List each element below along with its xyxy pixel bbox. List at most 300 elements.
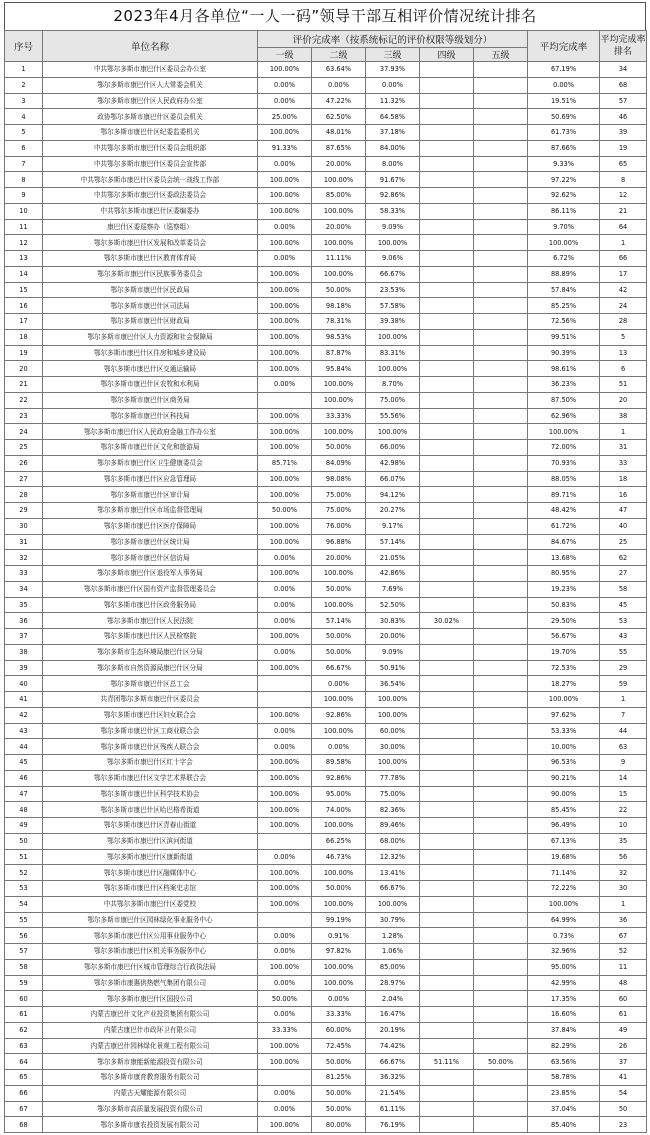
cell-level-3: 64.58% [366,109,420,125]
cell-unit-name: 鄂尔多斯市康巴什区人民政府办公室 [43,93,258,109]
cell-level-2: 0.00% [312,77,366,93]
cell-unit-name: 鄂尔多斯市康巴什区机关事务服务中心 [43,944,258,960]
cell-level-4 [420,723,474,739]
cell-rank: 1 [600,424,647,440]
cell-index: 60 [5,991,43,1007]
cell-level-3: 66.67% [366,881,420,897]
cell-level-3: 42.86% [366,566,420,582]
cell-rank: 64 [600,219,647,235]
cell-level-2: 74.00% [312,802,366,818]
cell-rank: 62 [600,550,647,566]
cell-level-1: 0.00% [258,550,312,566]
cell-level-2: 0.00% [312,991,366,1007]
table-row [5,440,647,456]
cell-unit-name: 鄂尔多斯市康巴什区园林绿化事业服务中心 [43,912,258,928]
cell-level-2: 100.00% [312,818,366,834]
cell-index: 33 [5,566,43,582]
cell-level-1: 0.00% [258,1085,312,1101]
cell-average: 80.95% [528,566,600,582]
cell-level-1 [258,912,312,928]
cell-level-1: 0.00% [258,944,312,960]
cell-level-5 [474,77,528,93]
cell-index: 37 [5,629,43,645]
table-row [5,550,647,566]
cell-rank: 6 [600,361,647,377]
table-row [5,676,647,692]
cell-level-4 [420,62,474,78]
cell-rank: 37 [600,1054,647,1070]
cell-level-2: 47.22% [312,93,366,109]
cell-rank: 53 [600,613,647,629]
cell-average: 95.00% [528,959,600,975]
cell-rank: 11 [600,959,647,975]
cell-rank: 51 [600,377,647,393]
cell-index: 16 [5,298,43,314]
cell-level-5 [474,802,528,818]
cell-unit-name: 中共鄂尔多斯市康巴什区委员会组织部 [43,140,258,156]
cell-level-2: 89.58% [312,755,366,771]
cell-rank: 23 [600,1117,647,1133]
cell-level-3: 20.27% [366,503,420,519]
cell-level-2: 87.87% [312,345,366,361]
cell-level-5 [474,881,528,897]
cell-rank: 40 [600,518,647,534]
cell-level-4 [420,392,474,408]
cell-index: 27 [5,471,43,487]
cell-level-5 [474,314,528,330]
cell-level-3: 85.00% [366,959,420,975]
cell-average: 23.85% [528,1085,600,1101]
cell-level-3: 1.06% [366,944,420,960]
cell-unit-name: 鄂尔多斯市康巴什区退役军人事务局 [43,566,258,582]
cell-level-3: 55.56% [366,408,420,424]
table-row [5,361,647,377]
cell-level-4 [420,818,474,834]
cell-level-1: 25.00% [258,109,312,125]
cell-level-2: 100.00% [312,203,366,219]
cell-level-2: 11.11% [312,251,366,267]
cell-level-2: 100.00% [312,692,366,708]
table-row [5,345,647,361]
cell-level-4 [420,676,474,692]
cell-unit-name: 鄂尔多斯市康巴什区康新街道 [43,849,258,865]
cell-unit-name: 鄂尔多斯市康巴什区妇女联合会 [43,707,258,723]
table-row [5,1038,647,1054]
table-row [5,581,647,597]
cell-level-1: 0.00% [258,928,312,944]
cell-level-3: 9.17% [366,518,420,534]
cell-index: 11 [5,219,43,235]
cell-rank: 32 [600,865,647,881]
cell-average: 72.56% [528,314,600,330]
cell-level-1: 100.00% [258,408,312,424]
cell-level-1 [258,1070,312,1086]
cell-rank: 17 [600,266,647,282]
cell-level-5 [474,392,528,408]
cell-average: 88.89% [528,266,600,282]
cell-level-4 [420,125,474,141]
header-unit: 单位名称 [43,31,258,62]
cell-index: 51 [5,849,43,865]
cell-level-3: 30.83% [366,613,420,629]
cell-unit-name: 政协鄂尔多斯市康巴什区委员会机关 [43,109,258,125]
cell-level-3: 100.00% [366,896,420,912]
cell-level-1: 0.00% [258,581,312,597]
cell-index: 30 [5,518,43,534]
cell-level-2: 100.00% [312,424,366,440]
table-row [5,203,647,219]
cell-rank: 59 [600,676,647,692]
cell-level-5 [474,1022,528,1038]
cell-rank: 8 [600,172,647,188]
cell-level-2: 98.18% [312,298,366,314]
table-row [5,329,647,345]
cell-level-3: 36.54% [366,676,420,692]
cell-level-2: 62.50% [312,109,366,125]
cell-level-1: 0.00% [258,251,312,267]
cell-level-1: 100.00% [258,487,312,503]
table-row [5,975,647,991]
cell-unit-name: 鄂尔多斯市康巴什区科学技术协会 [43,786,258,802]
cell-level-2: 100.00% [312,392,366,408]
cell-level-1: 0.00% [258,1007,312,1023]
cell-level-5 [474,944,528,960]
cell-index: 6 [5,140,43,156]
cell-level-4 [420,77,474,93]
cell-rank: 13 [600,345,647,361]
cell-level-2: 100.00% [312,266,366,282]
cell-level-5 [474,518,528,534]
cell-level-1: 0.00% [258,377,312,393]
cell-level-5 [474,93,528,109]
cell-average: 88.05% [528,471,600,487]
cell-index: 36 [5,613,43,629]
cell-average: 100.00% [528,692,600,708]
cell-unit-name: 内蒙古天耀能源有限公司 [43,1085,258,1101]
cell-average: 18.27% [528,676,600,692]
cell-index: 66 [5,1085,43,1101]
cell-level-3: 89.46% [366,818,420,834]
cell-level-2: 20.00% [312,156,366,172]
cell-level-1: 100.00% [258,266,312,282]
cell-rank: 35 [600,833,647,849]
cell-level-5 [474,566,528,582]
cell-level-2: 96.88% [312,534,366,550]
cell-level-1: 0.00% [258,77,312,93]
cell-unit-name: 鄂尔多斯市康巴什区发展和改革委员会 [43,235,258,251]
cell-level-1: 100.00% [258,707,312,723]
cell-level-1: 0.00% [258,723,312,739]
cell-average: 96.53% [528,755,600,771]
cell-level-5 [474,833,528,849]
cell-level-3: 100.00% [366,692,420,708]
cell-average: 17.35% [528,991,600,1007]
cell-level-5 [474,818,528,834]
table-row [5,125,647,141]
cell-rank: 24 [600,298,647,314]
cell-level-3: 75.00% [366,392,420,408]
cell-index: 43 [5,723,43,739]
table-row [5,392,647,408]
cell-level-1: 100.00% [258,755,312,771]
cell-unit-name: 鄂尔多斯市康巴什区审计局 [43,487,258,503]
cell-index: 48 [5,802,43,818]
cell-index: 17 [5,314,43,330]
cell-index: 53 [5,881,43,897]
cell-level-4 [420,140,474,156]
cell-level-4: 30.02% [420,613,474,629]
cell-unit-name: 鄂尔多斯市康巴什区应急管理局 [43,471,258,487]
cell-unit-name: 鄂尔多斯市康巴什区住房和城乡建设局 [43,345,258,361]
cell-rank: 56 [600,849,647,865]
cell-rank: 55 [600,644,647,660]
cell-level-2: 81.25% [312,1070,366,1086]
cell-level-2: 60.00% [312,1022,366,1038]
table-row [5,723,647,739]
table-row [5,93,647,109]
cell-unit-name: 中共鄂尔多斯市康巴什区委党校 [43,896,258,912]
cell-level-5 [474,361,528,377]
cell-unit-name: 鄂尔多斯市康巴什区国有资产监督管理委员会 [43,581,258,597]
header-level-4: 四级 [420,48,474,62]
cell-level-5 [474,1038,528,1054]
cell-unit-name: 鄂尔多斯市康巴什区档案史志馆 [43,881,258,897]
cell-index: 29 [5,503,43,519]
cell-index: 34 [5,581,43,597]
cell-unit-name: 鄂尔多斯市康巴什区医疗保障局 [43,518,258,534]
cell-index: 25 [5,440,43,456]
cell-unit-name: 鄂尔多斯市康巴什区红十字会 [43,755,258,771]
cell-average: 84.67% [528,534,600,550]
cell-average: 19.70% [528,644,600,660]
cell-average: 50.69% [528,109,600,125]
cell-average: 32.96% [528,944,600,960]
cell-level-3: 100.00% [366,235,420,251]
cell-level-4 [420,471,474,487]
cell-level-2: 76.00% [312,518,366,534]
cell-rank: 43 [600,629,647,645]
cell-index: 9 [5,188,43,204]
cell-average: 89.71% [528,487,600,503]
cell-level-3: 8.70% [366,377,420,393]
cell-unit-name: 鄂尔多斯市康巴什区人民政府金融工作办公室 [43,424,258,440]
cell-level-1 [258,692,312,708]
cell-level-5 [474,991,528,1007]
table-row [5,471,647,487]
cell-rank: 25 [600,534,647,550]
table-row [5,660,647,676]
cell-level-1: 0.00% [258,975,312,991]
cell-level-4 [420,786,474,802]
cell-unit-name: 鄂尔多斯市康巴什区城市管理综合行政执法局 [43,959,258,975]
cell-rank: 66 [600,251,647,267]
cell-level-2: 48.01% [312,125,366,141]
cell-index: 45 [5,755,43,771]
cell-level-5 [474,629,528,645]
cell-index: 5 [5,125,43,141]
cell-unit-name: 中共鄂尔多斯市康巴什区委员会办公室 [43,62,258,78]
cell-unit-name: 鄂尔多斯市康巴什区交通运输局 [43,361,258,377]
cell-index: 61 [5,1007,43,1023]
table-row [5,566,647,582]
cell-level-3: 1.28% [366,928,420,944]
cell-index: 54 [5,896,43,912]
cell-index: 14 [5,266,43,282]
cell-unit-name: 鄂尔多斯市康巴什区政务服务局 [43,597,258,613]
cell-unit-name: 内蒙古康巴什文化产业投资集团有限公司 [43,1007,258,1023]
cell-average: 72.00% [528,440,600,456]
cell-average: 100.00% [528,896,600,912]
header-rank: 平均完成率排名 [600,31,647,62]
cell-rank: 46 [600,109,647,125]
table-row [5,424,647,440]
cell-average: 71.14% [528,865,600,881]
cell-average: 98.61% [528,361,600,377]
cell-level-4 [420,959,474,975]
cell-level-2: 100.00% [312,235,366,251]
cell-average: 92.62% [528,188,600,204]
cell-unit-name: 鄂尔多斯市康巴什区青春山街道 [43,818,258,834]
cell-average: 16.60% [528,1007,600,1023]
cell-level-3: 57.14% [366,534,420,550]
cell-average: 9.33% [528,156,600,172]
cell-index: 59 [5,975,43,991]
cell-level-5 [474,581,528,597]
cell-level-1: 50.00% [258,503,312,519]
table-row [5,959,647,975]
cell-level-3: 66.07% [366,471,420,487]
cell-unit-name: 鄂尔多斯市康巴什区人民法院 [43,613,258,629]
table-row [5,266,647,282]
cell-level-2: 0.00% [312,676,366,692]
cell-rank: 9 [600,755,647,771]
cell-level-3: 30.79% [366,912,420,928]
cell-index: 35 [5,597,43,613]
cell-unit-name: 中共鄂尔多斯市康巴什区委员会统一战线工作部 [43,172,258,188]
cell-rank: 10 [600,818,647,834]
cell-rank: 58 [600,581,647,597]
cell-level-1: 100.00% [258,172,312,188]
cell-rank: 49 [600,1022,647,1038]
cell-level-4 [420,1085,474,1101]
cell-level-2: 0.91% [312,928,366,944]
cell-level-5 [474,329,528,345]
cell-average: 62.96% [528,408,600,424]
cell-level-4 [420,1070,474,1086]
cell-level-2: 20.00% [312,550,366,566]
table-row [5,755,647,771]
cell-level-5 [474,1117,528,1133]
cell-average: 85.45% [528,802,600,818]
cell-level-5 [474,534,528,550]
cell-level-3: 66.67% [366,266,420,282]
cell-level-1: 100.00% [258,959,312,975]
cell-level-4 [420,944,474,960]
cell-average: 70.93% [528,455,600,471]
cell-level-3: 100.00% [366,424,420,440]
cell-index: 18 [5,329,43,345]
cell-level-1: 100.00% [258,314,312,330]
cell-unit-name: 鄂尔多斯市康巴什区总工会 [43,676,258,692]
cell-level-5 [474,377,528,393]
cell-level-2: 100.00% [312,975,366,991]
cell-level-4 [420,219,474,235]
cell-level-2: 100.00% [312,896,366,912]
cell-level-2: 100.00% [312,566,366,582]
cell-level-3: 0.00% [366,77,420,93]
cell-level-5 [474,739,528,755]
cell-level-5 [474,1007,528,1023]
cell-level-3: 58.33% [366,203,420,219]
cell-level-5 [474,1085,528,1101]
cell-rank: 20 [600,392,647,408]
cell-level-4 [420,550,474,566]
cell-level-3: 13.41% [366,865,420,881]
cell-level-2: 92.86% [312,770,366,786]
cell-average: 87.66% [528,140,600,156]
cell-level-1: 100.00% [258,818,312,834]
cell-unit-name: 鄂尔多斯市康巴什区残疾人联合会 [43,739,258,755]
cell-rank: 31 [600,440,647,456]
cell-rank: 1 [600,692,647,708]
cell-level-2: 0.00% [312,739,366,755]
cell-level-4 [420,345,474,361]
cell-level-1: 33.33% [258,1022,312,1038]
table-row [5,865,647,881]
cell-level-3: 83.31% [366,345,420,361]
cell-level-5 [474,975,528,991]
cell-level-5 [474,266,528,282]
cell-level-3: 37.93% [366,62,420,78]
cell-index: 7 [5,156,43,172]
cell-level-4 [420,455,474,471]
cell-unit-name: 康巴什区委巡察办（巡察组） [43,219,258,235]
cell-unit-name: 中共鄂尔多斯市康巴什区委员会宣传部 [43,156,258,172]
cell-index: 12 [5,235,43,251]
cell-level-1: 100.00% [258,62,312,78]
table-row [5,786,647,802]
cell-level-2: 72.45% [312,1038,366,1054]
cell-level-5 [474,912,528,928]
cell-level-3: 42.98% [366,455,420,471]
table-row [5,518,647,534]
cell-level-5 [474,644,528,660]
cell-level-3: 16.47% [366,1007,420,1023]
cell-level-5 [474,345,528,361]
table-row [5,849,647,865]
cell-level-3: 28.97% [366,975,420,991]
cell-level-2: 57.14% [312,613,366,629]
cell-average: 99.51% [528,329,600,345]
cell-index: 41 [5,692,43,708]
cell-average: 90.00% [528,786,600,802]
cell-level-4 [420,282,474,298]
cell-level-1 [258,676,312,692]
cell-level-2: 50.00% [312,581,366,597]
cell-level-4 [420,424,474,440]
cell-level-4 [420,849,474,865]
cell-unit-name: 鄂尔多斯市康巴什区人大常委会机关 [43,77,258,93]
cell-level-3: 11.32% [366,93,420,109]
cell-level-4 [420,1007,474,1023]
cell-rank: 15 [600,786,647,802]
cell-level-3: 94.12% [366,487,420,503]
cell-level-5 [474,1070,528,1086]
cell-level-4 [420,644,474,660]
cell-level-3: 52.50% [366,597,420,613]
cell-level-3: 50.91% [366,660,420,676]
cell-average: 56.67% [528,629,600,645]
